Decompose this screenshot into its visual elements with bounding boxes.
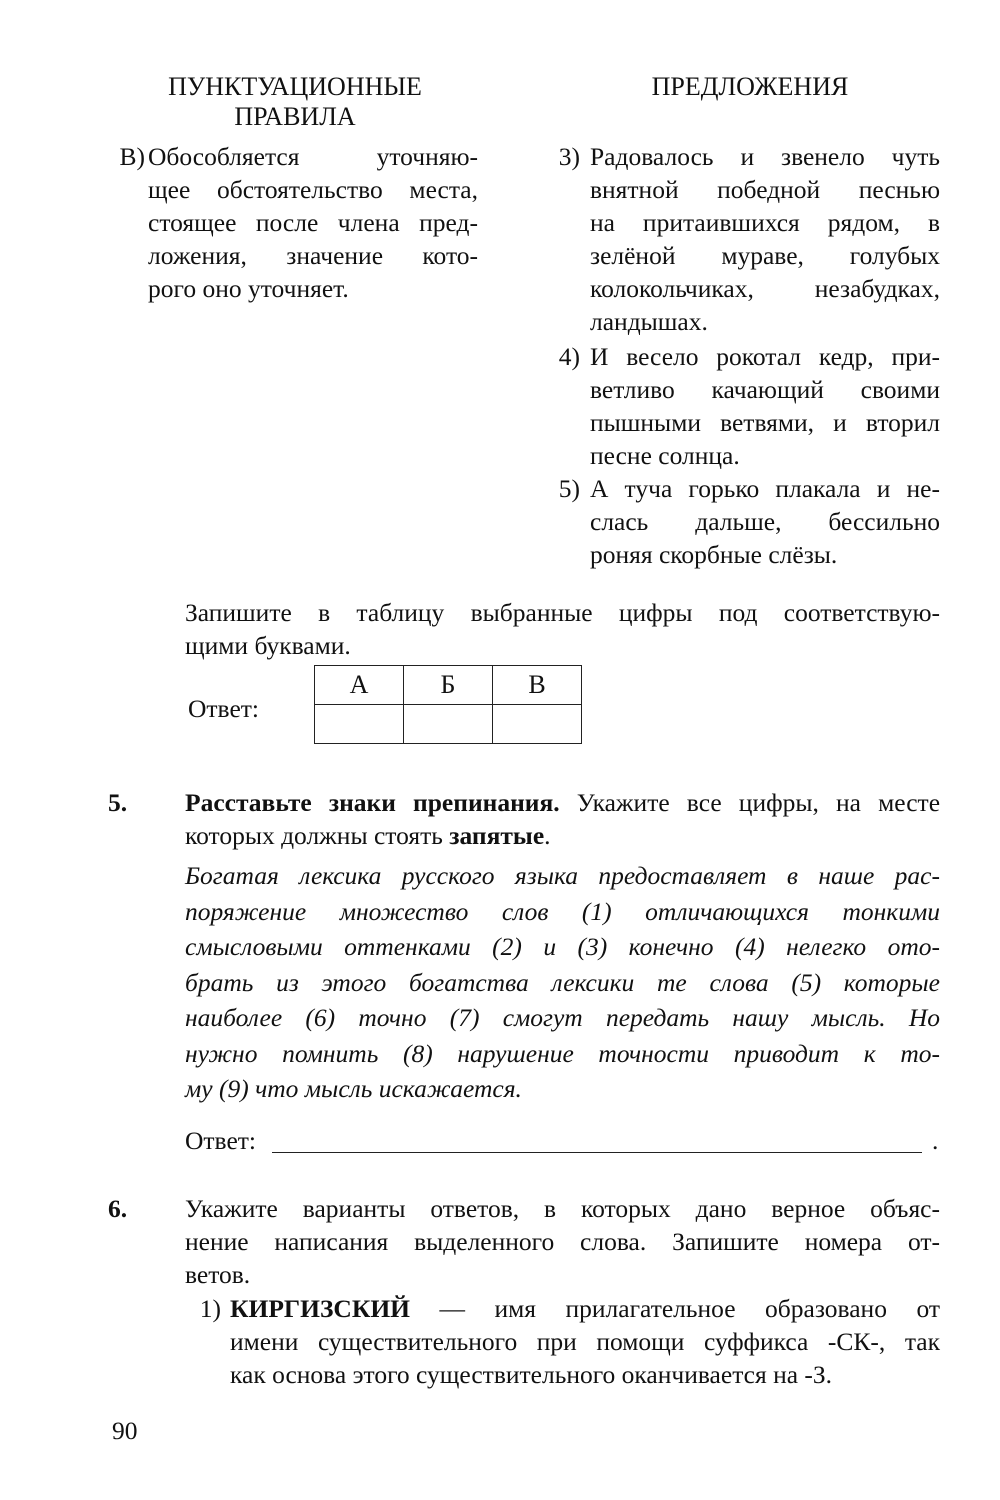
task5-line2-plain: которых должны стоять (185, 821, 450, 850)
task6-option1-line2: имени существительного при помощи суффикса -СК-, так (230, 1327, 940, 1356)
task5-prompt-line1 (185, 786, 940, 819)
task5-passage-line: нужно помнить (8) нарушение точности приводит к то- (185, 1038, 940, 1068)
task5-passage-line: смысловыми оттенками (2) и (3) конечно (4) нелегко ото- (185, 932, 940, 961)
sentence-line: А туча горько плакала и не- (590, 474, 940, 503)
task5-answer-line[interactable] (272, 1152, 922, 1153)
task6-option1-word: КИРГИЗСКИЙ (230, 1294, 410, 1323)
rule-v-line: Обособляется уточняю- (148, 142, 478, 171)
rule-v-line: ложения, значение кото- (148, 241, 478, 270)
answer-table-header-a: А (315, 666, 404, 705)
task6-prompt-line: ветов. (185, 1260, 251, 1289)
task6-prompt (185, 1192, 940, 1291)
answer-cell-a[interactable] (315, 705, 404, 744)
task6-option1-line3: как основа этого существительного оканчивается на -З. (230, 1360, 833, 1389)
sentence-3-number: 3) (558, 142, 580, 171)
sentence-line: роняя скорбные слёзы. (590, 540, 838, 569)
sentence-line: пышными ветвями, и вторил (590, 408, 940, 437)
sentence-4-number: 4) (558, 342, 580, 371)
task5-line2-end: . (544, 821, 551, 850)
rule-v-text (148, 140, 478, 305)
task6-prompt-line: нение написания выделенного слова. Запишите номера от- (185, 1227, 940, 1256)
sentence-line: внятной победной песнью (590, 175, 940, 204)
task5-answer-end: . (932, 1126, 939, 1155)
task5-answer-label: Ответ: (185, 1126, 256, 1155)
task5-bold-instruction: Расставьте знаки препинания. (185, 788, 560, 817)
answer-cell-b[interactable] (404, 705, 493, 744)
task5-number: 5. (108, 788, 128, 817)
left-header-line1: ПУНКТУАЦИОННЫЕ (168, 72, 422, 101)
answer-table-header-b: Б (404, 666, 493, 705)
answer-label: Ответ: (188, 694, 259, 723)
task5-passage-line: наиболее (6) точно (7) смогут передать нашу мысль. Но (185, 1003, 940, 1032)
sentence-line: Радовалось и звенело чуть (590, 142, 940, 171)
sentence-line: ветливо качающий своими (590, 375, 940, 404)
instruction-text (185, 596, 940, 662)
sentence-line: колокольчиках, незабудках, (590, 274, 940, 303)
task5-passage (185, 858, 940, 1107)
sentence-5-number: 5) (558, 474, 580, 503)
answer-table-wrapper (314, 665, 582, 744)
page-number: 90 (112, 1416, 138, 1445)
sentence-line: ландышах. (590, 307, 708, 336)
task6-number: 6. (108, 1194, 128, 1223)
instruction-line1: Запишите в таблицу выбранные цифры под соответствую- (185, 598, 940, 627)
answer-table-header-v: В (493, 666, 582, 705)
rule-v-label: В) (119, 142, 145, 171)
answer-table-header-row (315, 666, 582, 705)
task5-plain-instruction: Укажите все цифры, на месте (559, 788, 941, 817)
task6-prompt-line: Укажите варианты ответов, в которых дано верное объяс- (185, 1194, 940, 1223)
task5-prompt-line2 (185, 819, 940, 852)
task6-option1-number: 1) (199, 1294, 221, 1323)
rule-v-line: щее обстоятельство места, (148, 175, 478, 204)
task5-passage-line: брать из этого богатства лексики те слова (5) которые (185, 967, 940, 997)
task5-line2-bold: запятые (449, 821, 545, 850)
sentence-line: на притаившихся рядом, в (590, 208, 940, 237)
sentence-line: зелёной мураве, голубых (590, 241, 940, 270)
right-column-header: ПРЕДЛОЖЕНИЯ (651, 72, 849, 101)
task5-passage-line: Богатая лексика русского языка предоставляет в наше рас- (185, 861, 940, 890)
left-header-line2: ПРАВИЛА (234, 102, 356, 131)
answer-cell-v[interactable] (493, 705, 582, 744)
sentence-5-text (590, 472, 940, 571)
sentence-line: слась дальше, бессильно (590, 507, 940, 536)
task5-prompt (185, 786, 940, 852)
sentence-4-text (590, 340, 940, 472)
task5-passage-line: му (9) что мысль искажается. (185, 1074, 522, 1103)
sentence-3-text (590, 140, 940, 338)
task6-option1-text (230, 1292, 940, 1391)
instruction-line2: щими буквами. (185, 631, 351, 660)
answer-table-input-row (315, 705, 582, 744)
task6-option1-line1 (230, 1292, 940, 1325)
answer-table (314, 665, 582, 744)
left-column-header (120, 72, 470, 132)
task5-passage-line: поряжение множество слов (1) отличающихся тонкими (185, 896, 940, 926)
sentence-line: песне солнца. (590, 441, 740, 470)
task6-option1-rest: — имя прилагательное образовано от (410, 1294, 940, 1323)
rule-v-line: стоящее после члена пред- (148, 208, 478, 237)
rule-v-line: рого оно уточняет. (148, 274, 349, 303)
sentence-line: И весело рокотал кедр, при- (590, 342, 940, 371)
